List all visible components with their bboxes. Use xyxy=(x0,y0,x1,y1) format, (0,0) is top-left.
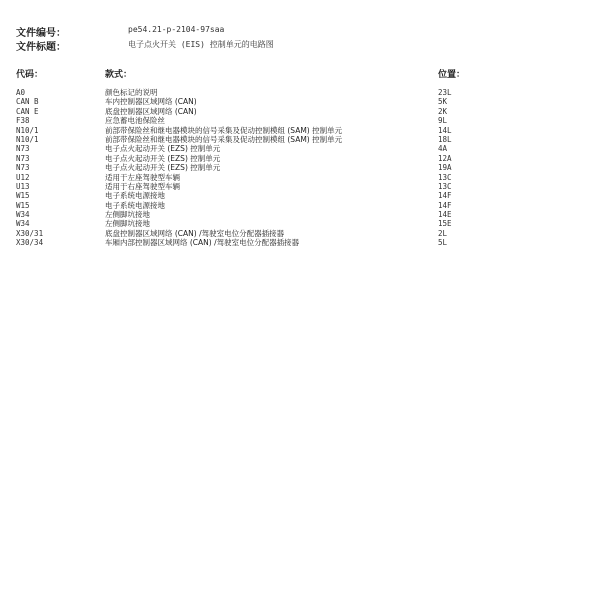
table-row xyxy=(0,144,600,153)
row-position: 23L xyxy=(438,88,452,97)
row-description: 前部带保险丝和继电器模块的信号采集及促动控制模组 (SAM) 控制单元 xyxy=(105,134,343,144)
file-number-row xyxy=(16,24,576,38)
row-description: 电子系统电源接地 xyxy=(105,191,165,201)
table-header xyxy=(0,67,600,81)
row-position: 5L xyxy=(438,238,448,248)
table-row xyxy=(0,173,600,182)
row-description: 前部带保险丝和继电器模块的信号采集及促动控制模组 (SAM) 控制单元 xyxy=(105,125,343,135)
row-position: 12A xyxy=(438,153,452,163)
row-code: N73 xyxy=(16,144,30,154)
row-position: 13C xyxy=(438,172,452,182)
table-row xyxy=(0,229,600,238)
row-code: U13 xyxy=(16,181,30,191)
row-code: W15 xyxy=(16,191,30,201)
table-row xyxy=(0,88,600,97)
row-code: N10/1 xyxy=(16,125,39,135)
row-position: 2K xyxy=(438,106,448,116)
row-description: 电子点火起动开关 (EZS) 控制单元 xyxy=(105,153,221,163)
row-position: 14F xyxy=(438,191,452,201)
table-row xyxy=(0,116,600,125)
table-row xyxy=(0,182,600,191)
row-code: W15 xyxy=(16,200,30,210)
row-description: 车厢内部控制器区域网络 (CAN) /驾驶室电位分配器插接器 xyxy=(105,238,300,248)
row-description: 电子点火起动开关 (EZS) 控制单元 xyxy=(105,144,221,154)
row-code: F38 xyxy=(16,116,30,126)
row-description: 电子系统电源接地 xyxy=(105,200,165,210)
column-header-description: 款式： xyxy=(105,70,133,80)
row-position: 4A xyxy=(438,144,448,154)
row-position: 14E xyxy=(438,210,452,220)
row-position: 14L xyxy=(438,125,452,135)
row-code: W34 xyxy=(16,210,30,220)
row-description: 车内控制器区域网络 (CAN) xyxy=(105,97,197,107)
row-description: 左侧脚坑接地 xyxy=(105,219,150,229)
row-code: N10/1 xyxy=(16,134,39,144)
row-code: U12 xyxy=(16,172,30,182)
file-title-label: 文件标题： xyxy=(16,42,66,53)
row-code: CAN E xyxy=(16,106,39,116)
component-list xyxy=(0,88,600,248)
row-description: 底盘控制器区域网络 (CAN) xyxy=(105,106,197,116)
row-code: A0 xyxy=(16,88,26,97)
table-row xyxy=(0,135,600,144)
row-position: 13C xyxy=(438,181,452,191)
row-code: X30/31 xyxy=(16,228,44,238)
row-description: 应急蓄电池保险丝 xyxy=(105,116,165,126)
file-number-label: 文件编号： xyxy=(16,28,66,39)
row-position: 19A xyxy=(438,163,452,173)
row-description: 电子点火起动开关 (EZS) 控制单元 xyxy=(105,163,221,173)
table-row xyxy=(0,238,600,247)
row-description: 适用于左座驾驶型车辆 xyxy=(105,172,180,182)
table-row xyxy=(0,219,600,228)
row-position: 5K xyxy=(438,97,448,107)
column-header-position: 位置： xyxy=(438,70,466,80)
table-row xyxy=(0,126,600,135)
column-header-code: 代码： xyxy=(16,70,44,80)
table-row xyxy=(0,210,600,219)
row-position: 2L xyxy=(438,228,448,238)
row-description: 左侧脚坑接地 xyxy=(105,210,150,220)
row-position: 9L xyxy=(438,116,448,126)
row-position: 18L xyxy=(438,134,452,144)
row-description: 底盘控制器区域网络 (CAN) /驾驶室电位分配器插接器 xyxy=(105,228,285,238)
table-row xyxy=(0,163,600,172)
table-row xyxy=(0,97,600,106)
file-title-value: 电子点火开关 (EIS) 控制单元的电路图 xyxy=(128,40,274,49)
row-code: CAN B xyxy=(16,97,39,107)
table-row xyxy=(0,191,600,200)
row-description: 颜色标记的说明 xyxy=(105,88,158,97)
row-position: 14F xyxy=(438,200,452,210)
table-row xyxy=(0,154,600,163)
row-description: 适用于右座驾驶型车辆 xyxy=(105,181,180,191)
table-row xyxy=(0,201,600,210)
row-code: W34 xyxy=(16,219,30,229)
row-code: N73 xyxy=(16,153,30,163)
file-number-value: pe54.21-p-2104-97saa xyxy=(128,25,225,34)
row-code: N73 xyxy=(16,163,30,173)
row-code: X30/34 xyxy=(16,238,44,248)
file-title-row xyxy=(16,38,576,52)
document-meta xyxy=(16,24,576,52)
row-position: 15E xyxy=(438,219,452,229)
table-row xyxy=(0,107,600,116)
